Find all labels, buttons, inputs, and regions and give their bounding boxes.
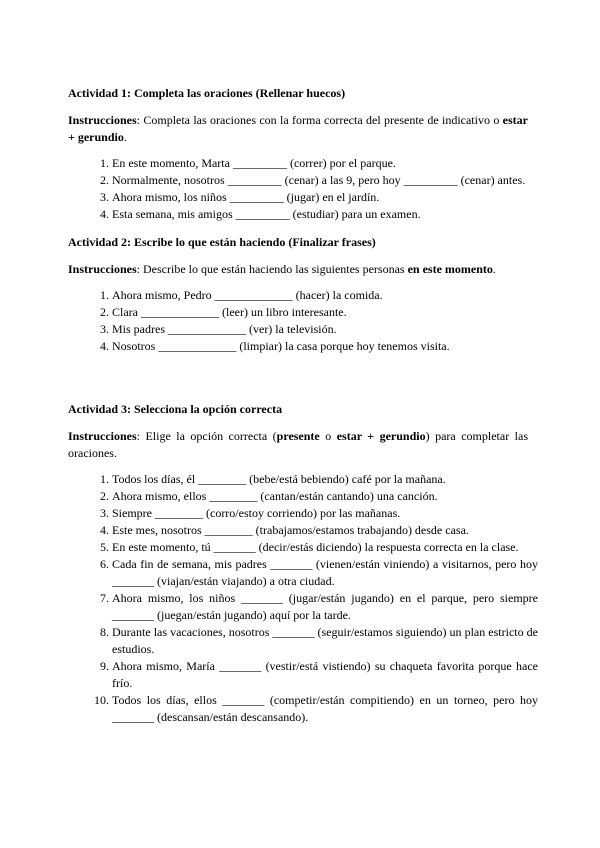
exercise-sentence: Todos los días, ellos _______ (competir/están compitiendo) en un torneo, pero hoy _______ (descansan/están descansando). (112, 693, 538, 724)
instructions-text: . (492, 262, 496, 276)
instructions-bold-term: estar + gerundio (336, 429, 426, 443)
exercise-sentence: Esta semana, mis amigos _________ (estudiar) para un examen. (112, 207, 421, 221)
instructions-text: ) para completar las oraciones. (68, 429, 529, 460)
activity-1-list (68, 155, 538, 223)
activity-3-heading: Actividad 3: Selecciona la opción correcta (68, 402, 283, 416)
instructions-text: : Elige la opción correcta ( (136, 429, 277, 443)
activity-2-instructions (68, 261, 528, 278)
exercise-sentence: Normalmente, nosotros _________ (cenar) a las 9, pero hoy _________ (cenar) antes. (112, 173, 526, 187)
exercise-sentence: Clara _____________ (leer) un libro interesante. (112, 305, 347, 319)
exercise-item (112, 206, 538, 223)
exercise-item (112, 624, 538, 658)
activity-3-section (68, 401, 538, 726)
exercise-sentence: Ahora mismo, Pedro _____________ (hacer) la comida. (112, 288, 383, 302)
activity-3-instructions (68, 428, 528, 462)
exercise-sentence: Ahora mismo, María _______ (vestir/está vistiendo) su chaqueta favorita porque hace frío. (112, 659, 538, 690)
instructions-text: . (123, 130, 127, 144)
exercise-sentence: Este mes, nosotros ________ (trabajamos/estamos trabajando) desde casa. (112, 523, 469, 537)
exercise-item (112, 304, 538, 321)
exercise-item (112, 590, 538, 624)
exercise-sentence: Ahora mismo, los niños _______ (jugar/están jugando) en el parque, pero siempre _______ (juegan/están jugando) aquí por la tarde. (112, 591, 538, 622)
instructions-label: Instrucciones (68, 113, 137, 127)
exercise-item (112, 658, 538, 692)
exercise-sentence: Cada fin de semana, mis padres _______ (vienen/están viniendo) a visitarnos, pero hoy _______ (viajan/están viajando) a otra ciudad. (112, 557, 538, 588)
instructions-text: : Completa las oraciones con la forma correcta del presente de indicativo o (136, 113, 503, 127)
exercise-item (112, 505, 538, 522)
exercise-item (112, 321, 538, 338)
instructions-text: : Describe lo que están haciendo las siguientes personas (136, 262, 408, 276)
exercise-item (112, 189, 538, 206)
exercise-sentence: Ahora mismo, los niños _________ (jugar) en el jardín. (112, 190, 380, 204)
exercise-item (112, 539, 538, 556)
instructions-bold-term: estar + gerundio (68, 113, 528, 144)
exercise-sentence: Siempre ________ (corro/estoy corriendo) por las mañanas. (112, 506, 401, 520)
exercise-sentence: En este momento, tú _______ (decir/estás diciendo) la respuesta correcta en la clase. (112, 540, 519, 554)
exercise-item (112, 556, 538, 590)
activity-1-heading: Actividad 1: Completa las oraciones (Rellenar huecos) (68, 86, 346, 100)
exercise-item (112, 287, 538, 304)
exercise-item (112, 488, 538, 505)
exercise-item (112, 692, 538, 726)
instructions-label: Instrucciones (68, 429, 137, 443)
exercise-item (112, 172, 538, 189)
activity-2-list (68, 287, 538, 355)
instructions-text: o (319, 429, 337, 443)
exercise-sentence: Durante las vacaciones, nosotros _______ (seguir/estamos siguiendo) un plan estricto de estudios. (112, 625, 538, 656)
instructions-bold-term: presente (276, 429, 320, 443)
activity-2-heading: Actividad 2: Escribe lo que están haciendo (Finalizar frases) (68, 235, 376, 249)
activity-1-instructions (68, 112, 528, 146)
activity-1-section (68, 85, 528, 223)
exercise-item (112, 338, 538, 355)
exercise-sentence: Ahora mismo, ellos ________ (cantan/están cantando) una canción. (112, 489, 438, 503)
exercise-item (112, 155, 538, 172)
exercise-sentence: En este momento, Marta _________ (correr) por el parque. (112, 156, 396, 170)
instructions-label: Instrucciones (68, 262, 137, 276)
exercise-sentence: Nosotros _____________ (limpiar) la casa porque hoy tenemos visita. (112, 339, 450, 353)
activity-2-section (68, 234, 528, 355)
exercise-item (112, 522, 538, 539)
activity-3-list (68, 471, 538, 726)
instructions-bold-term: en este momento (407, 262, 493, 276)
exercise-sentence: Todos los días, él ________ (bebe/está bebiendo) café por la mañana. (112, 472, 446, 486)
exercise-sentence: Mis padres _____________ (ver) la televisión. (112, 322, 337, 336)
exercise-item (112, 471, 538, 488)
